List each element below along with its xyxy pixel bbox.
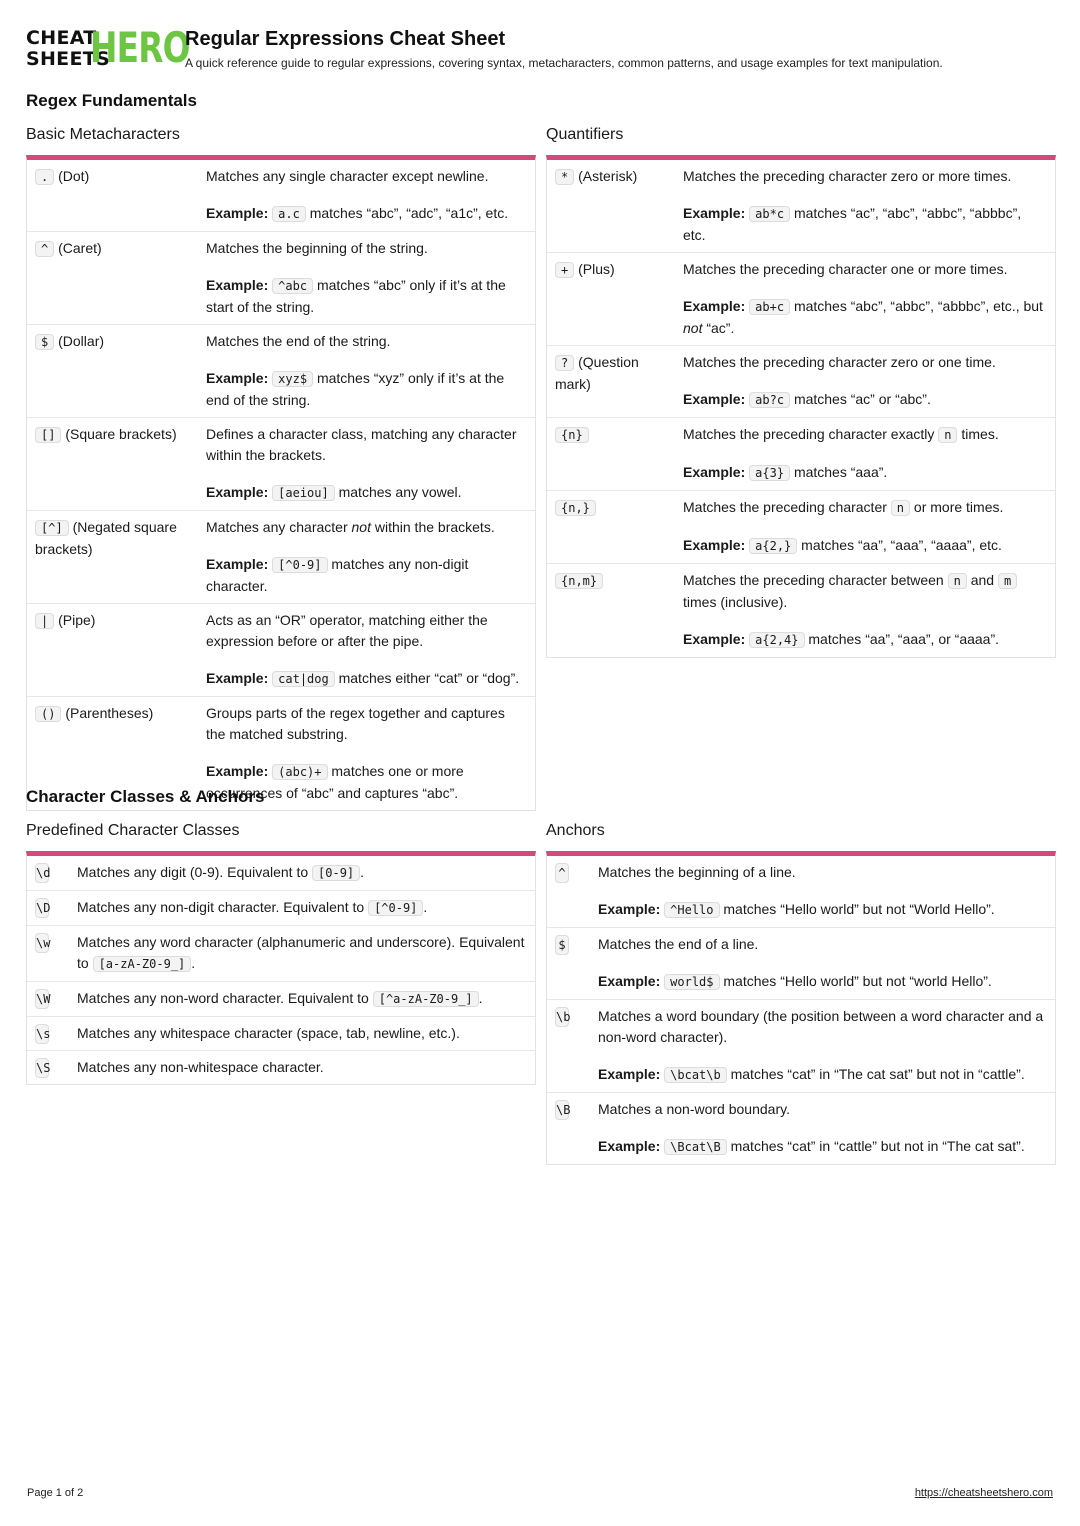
row-example: Example: [aeiou] matches any vowel. [206, 484, 462, 500]
table-row [547, 1000, 1055, 1093]
row-description: Groups parts of the regex together and captures the matched substring. [206, 705, 505, 742]
example-code: a{3} [749, 465, 790, 481]
row-description: Matches the preceding character zero or one time. [683, 354, 996, 370]
symbol-code: $ [35, 334, 54, 350]
anchors-title: Anchors [546, 822, 605, 839]
logo-hero-text: HERO [90, 23, 190, 72]
row-description: Matches the beginning of a line. [598, 864, 796, 880]
table-row [547, 928, 1055, 1000]
example-code: cat|dog [272, 671, 335, 687]
example-code: [^0-9] [272, 557, 327, 573]
quantifiers-title: Quantifiers [546, 126, 624, 143]
section-title-fundamentals: Regex Fundamentals [26, 91, 197, 110]
row-example: Example: \bcat\b matches “cat” in “The cat sat” but not in “cattle”. [598, 1066, 1025, 1082]
symbol-code: . [35, 169, 54, 185]
table-row [27, 511, 535, 604]
symbol-code: ^ [35, 241, 54, 257]
row-example: Example: a{3} matches “aaa”. [683, 464, 888, 480]
symbol-code: {n,m} [555, 573, 603, 589]
example-code: \Bcat\B [664, 1139, 727, 1155]
basic-metacharacters-title: Basic Metacharacters [26, 126, 180, 143]
row-example: Example: world$ matches “Hello world” but not “world Hello”. [598, 973, 992, 989]
table-row [27, 1017, 535, 1051]
logo-sheets-text: SHEETS [26, 48, 110, 70]
table-row [27, 160, 535, 232]
symbol-name: (Dollar) [58, 333, 105, 349]
table-row [27, 891, 535, 926]
symbol-code: \D [35, 898, 49, 918]
row-description: Matches any non-word character. Equivalent to [^a-zA-Z0-9_] . [77, 990, 483, 1006]
symbol-code: \b [555, 1007, 569, 1027]
row-example: Example: a{2,} matches “aa”, “aaa”, “aaaa”, etc. [683, 537, 1002, 553]
row-description: Matches any character not within the brackets. [206, 519, 495, 535]
table-row [27, 982, 535, 1017]
table-row [547, 1093, 1055, 1164]
table-row [27, 856, 535, 891]
table-row [27, 232, 535, 325]
row-example: Example: ab*c matches “ac”, “abc”, “abbc”, “abbbc”, etc. [683, 205, 1022, 243]
table-row [27, 1051, 535, 1084]
row-example: Example: [^0-9] matches any non-digit character. [206, 556, 469, 594]
row-example: Example: xyz$ matches “xyz” only if it’s at the end of the string. [206, 370, 505, 408]
row-description: Matches the end of a line. [598, 936, 759, 952]
row-description: Matches the preceding character zero or more times. [683, 168, 1012, 184]
symbol-code: | [35, 613, 54, 629]
symbol-name: (Question mark) [555, 354, 639, 392]
predefined-classes-table [26, 851, 536, 1085]
symbol-code: [^] [35, 520, 69, 536]
section-title-classes-anchors: Character Classes & Anchors [26, 787, 265, 806]
symbol-code: {n} [555, 427, 589, 443]
table-row [547, 564, 1055, 657]
row-example: Example: ^Hello matches “Hello world” but not “World Hello”. [598, 901, 995, 917]
example-code: ^abc [272, 278, 313, 294]
symbol-name: (Caret) [58, 240, 102, 256]
symbol-code: \s [35, 1024, 49, 1044]
symbol-code: + [555, 262, 574, 278]
row-description: Matches the preceding character exactly n times. [683, 426, 999, 442]
row-description: Matches any non-digit character. Equivalent to [^0-9] . [77, 899, 428, 915]
row-example: Example: a.c matches “abc”, “adc”, “a1c”, etc. [206, 205, 509, 221]
logo-cheat-text: CHEAT [26, 27, 97, 49]
table-row [547, 491, 1055, 564]
row-description: Matches any non-whitespace character. [77, 1059, 324, 1075]
predefined-classes-title: Predefined Character Classes [26, 822, 240, 839]
row-description: Matches the preceding character between n and m times (inclusive). [683, 570, 1047, 613]
table-row [27, 418, 535, 511]
table-row [547, 856, 1055, 928]
row-description: Matches any word character (alphanumeric and underscore). Equivalent to [a-zA-Z0-9_] . [77, 934, 525, 971]
symbol-code: \B [555, 1100, 569, 1120]
table-row [27, 325, 535, 418]
table-row [27, 604, 535, 697]
example-code: ab?c [749, 392, 790, 408]
table-row [27, 926, 535, 982]
table-row [547, 253, 1055, 346]
row-description: Defines a character class, matching any character within the brackets. [206, 426, 517, 463]
example-code: ab*c [749, 206, 790, 222]
symbol-name: (Negated square brackets) [35, 519, 177, 557]
symbol-code: $ [555, 935, 569, 955]
symbol-code: ^ [555, 863, 569, 883]
row-description: Acts as an “OR” operator, matching either the expression before or after the pipe. [206, 612, 488, 649]
page-header [26, 23, 1054, 72]
row-description: Matches any digit (0-9). Equivalent to [0-9] . [77, 864, 365, 880]
table-row [547, 346, 1055, 418]
symbol-code: \S [35, 1058, 49, 1078]
row-description: Matches the preceding character one or more times. [683, 261, 1008, 277]
row-example: Example: \Bcat\B matches “cat” in “cattle” but not in “The cat sat”. [598, 1138, 1025, 1154]
table-row [547, 418, 1055, 491]
cheatsheetshero-logo[interactable] [26, 23, 190, 72]
page-subtitle: A quick reference guide to regular expressions, covering syntax, metacharacters, common patterns, and usage examples for text manipulation. [185, 56, 943, 70]
basic-metacharacters-table [26, 155, 536, 811]
row-description: Matches a word boundary (the position between a word character and a non-word character). [598, 1008, 1044, 1045]
page-number: Page 1 of 2 [27, 1487, 84, 1499]
example-code: \bcat\b [664, 1067, 727, 1083]
example-code: xyz$ [272, 371, 313, 387]
symbol-name: (Square brackets) [65, 426, 177, 442]
row-description: Matches the beginning of the string. [206, 240, 428, 256]
example-code: a{2,4} [749, 632, 804, 648]
symbol-name: (Pipe) [58, 612, 96, 628]
footer-url-link[interactable]: https://cheatsheetshero.com [914, 1487, 1053, 1499]
symbol-code: \w [35, 933, 49, 953]
example-code: world$ [664, 974, 719, 990]
example-code: ^Hello [664, 902, 719, 918]
row-description: Matches any whitespace character (space, tab, newline, etc.). [77, 1025, 460, 1041]
symbol-code: () [35, 706, 61, 722]
quantifiers-table [546, 155, 1056, 658]
example-code: (abc)+ [272, 764, 327, 780]
row-description: Matches any single character except newline. [206, 168, 489, 184]
symbol-code: * [555, 169, 574, 185]
row-example: Example: cat|dog matches either “cat” or “dog”. [206, 670, 520, 686]
symbol-name: (Dot) [58, 168, 90, 184]
symbol-code: {n,} [555, 500, 596, 516]
row-example: Example: ab?c matches “ac” or “abc”. [683, 391, 931, 407]
row-description: Matches a non-word boundary. [598, 1101, 790, 1117]
row-example: Example: (abc)+ matches one or more occurrences of “abc” and captures “abc”. [206, 763, 464, 801]
example-code: a.c [272, 206, 306, 222]
symbol-code: \W [35, 989, 49, 1009]
row-description: Matches the end of the string. [206, 333, 391, 349]
table-row [547, 160, 1055, 253]
row-example: Example: ab+c matches “abc”, “abbc”, “abbbc”, etc., but not “ac”. [683, 298, 1043, 336]
row-example: Example: a{2,4} matches “aa”, “aaa”, or “aaaa”. [683, 631, 1000, 647]
row-example: Example: ^abc matches “abc” only if it’s at the start of the string. [206, 277, 506, 315]
symbol-name: (Parentheses) [65, 705, 154, 721]
symbol-code: \d [35, 863, 49, 883]
symbol-code: [] [35, 427, 61, 443]
row-description: Matches the preceding character n or more times. [683, 499, 1004, 515]
example-code: [aeiou] [272, 485, 335, 501]
anchors-table [546, 851, 1056, 1165]
symbol-code: ? [555, 355, 574, 371]
page-title: Regular Expressions Cheat Sheet [185, 28, 506, 50]
symbol-name: (Plus) [578, 261, 615, 277]
example-code: a{2,} [749, 538, 797, 554]
example-code: ab+c [749, 299, 790, 315]
symbol-name: (Asterisk) [578, 168, 638, 184]
